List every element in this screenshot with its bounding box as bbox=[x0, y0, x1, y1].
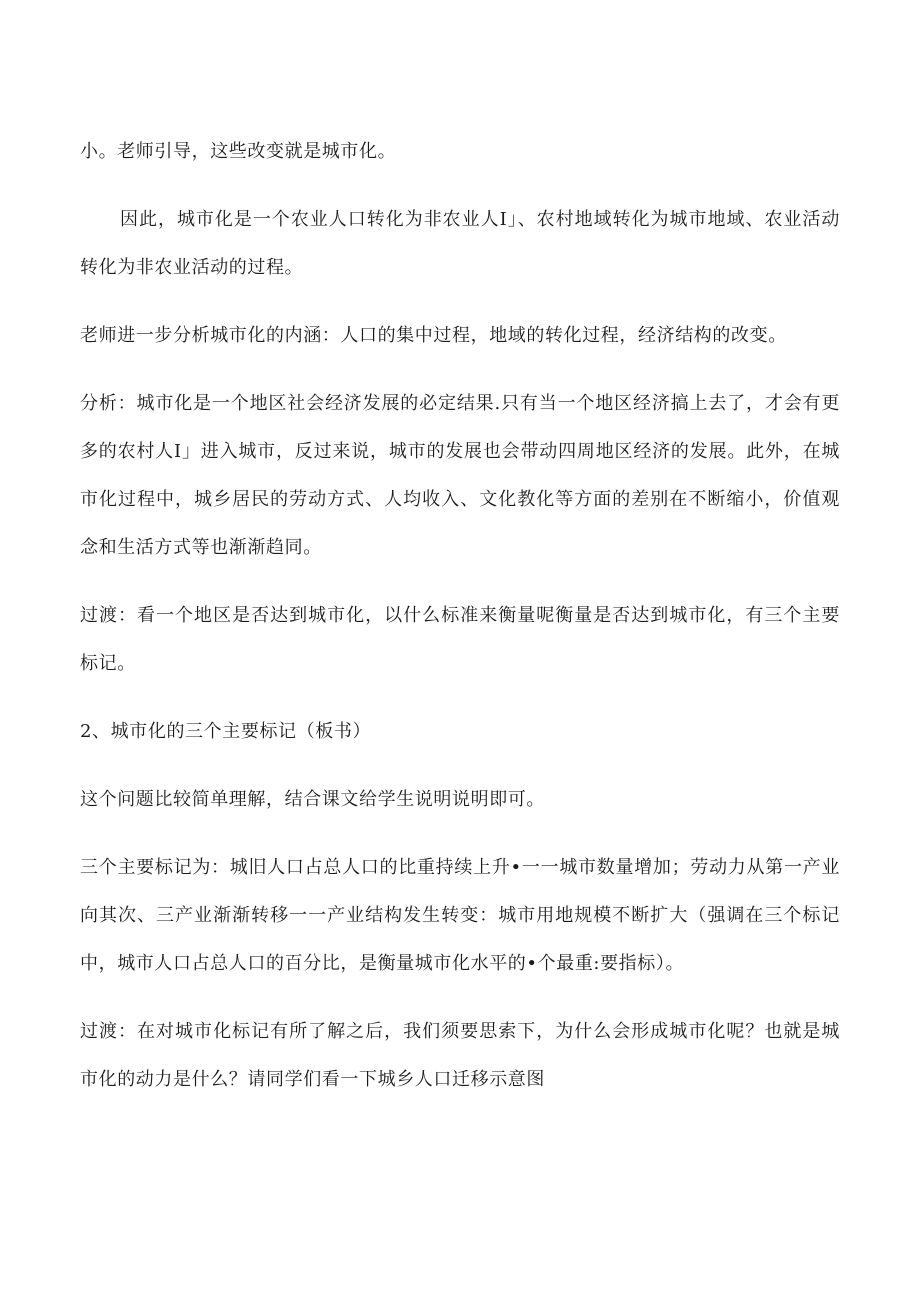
paragraph-7: 这个问题比较简单理解，结合课文给学生说明说明即可。 bbox=[80, 789, 545, 810]
paragraph-5: 过渡：看一个地区是否达到城市化，以什么标准来衡量呢衡量是否达到城市化，有三个主要标记。 bbox=[80, 605, 840, 674]
paragraph-8: 三个主要标记为：城旧人口占总人口的比重持续上升•一一城市数量增加；劳动力从第一产业向其次、三产业渐渐转移一一产业结构发生转变：城市用地规模不断扩大（强调在三个标记中，城市人口占总人口的百分比，是衡量城市化水平的•个最重:要指标）。 bbox=[80, 857, 840, 974]
paragraph-4: 分析：城市化是一个地区社会经济发展的必定结果.只有当一个地区经济搞上去了，才会有更多的农村人I」进入城市，反过来说，城市的发展也会带动四周地区经济的发展。此外，在城市化过程中，城乡居民的劳动方式、人均收入、文化教化等方面的差别在不断缩小，价值观念和生活方式等也渐渐趋同。 bbox=[80, 393, 840, 558]
paragraph-9: 过渡：在对城市化标记有所了解之后，我们须要思索下，为什么会形成城市化呢？也就是城市化的动力是什么？请同学们看一下城乡人口迁移示意图 bbox=[80, 1021, 840, 1090]
paragraph-1: 小。老师引导，这些改变就是城市化。 bbox=[80, 141, 397, 162]
paragraph-3: 老师进一步分析城市化的内涵：人口的集中过程，地域的转化过程，经济结构的改变。 bbox=[80, 325, 787, 346]
section-heading: 2、城市化的三个主要标记（板书） bbox=[80, 721, 372, 742]
paragraph-2: 因此，城市化是一个农业人口转化为非农业人I」、农村地域转化为城市地域、农业活动转化为非农业活动的过程。 bbox=[80, 209, 840, 278]
document-body bbox=[80, 128, 840, 1124]
